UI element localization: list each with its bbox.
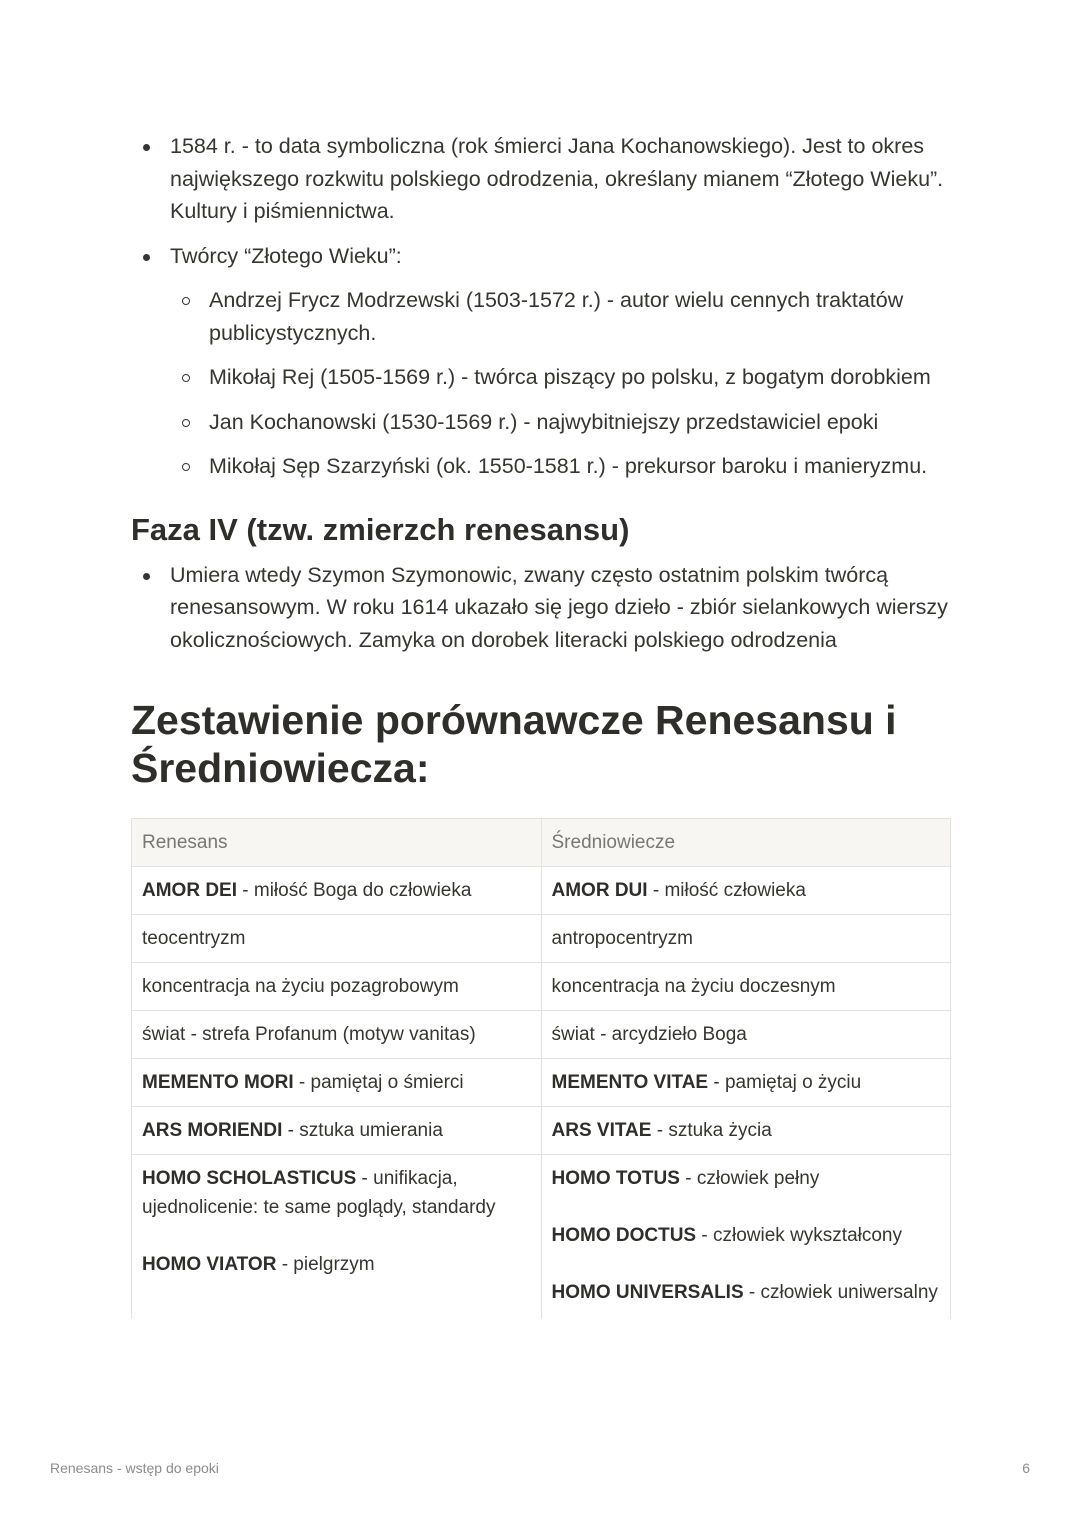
term-bold: HOMO UNIVERSALIS: [551, 1282, 744, 1303]
list-item: Mikołaj Sęp Szarzyński (ok. 1550-1581 r.) - prekursor baroku i manieryzmu.: [170, 450, 951, 483]
cell-text: - pamiętaj o życiu: [708, 1072, 862, 1093]
term-entry: [142, 1164, 531, 1222]
list-item: Umiera wtedy Szymon Szymonowic, zwany często ostatnim polskim twórcą renesansowym. W roku 1614 ukazało się jego dzieło - zbiór sielankowych wierszy okolicznościowych. Zamyka on dorobek literacki polskiego odrodzenia: [131, 559, 951, 657]
term-entry: [552, 1221, 941, 1250]
list-item: 1584 r. - to data symboliczna (rok śmierci Jana Kochanowskiego). Jest to okres największego rozkwitu polskiego odrodzenia, określany mianem “Złotego Wieku”. Kultury i piśmiennictwa.: [131, 130, 951, 228]
cell-text: świat - strefa Profanum (motyw vanitas): [142, 1024, 476, 1045]
table-row: [132, 963, 951, 1011]
term-bold: ARS MORIENDI: [142, 1120, 283, 1141]
cell-text: teocentryzm: [142, 928, 246, 949]
faza-iv-list: [131, 559, 951, 657]
term-bold: MEMENTO VITAE: [551, 1072, 709, 1093]
column-header-sredniowiecze: Średniowiecze: [541, 819, 951, 867]
document-body: [131, 130, 951, 1319]
term-bold: AMOR DEI: [142, 880, 237, 901]
tworcy-list: [170, 284, 951, 483]
list-item: Jan Kochanowski (1530-1569 r.) - najwybitniejszy przedstawiciel epoki: [170, 406, 951, 439]
term-bold: HOMO DOCTUS: [551, 1225, 697, 1246]
table-cell: [541, 963, 951, 1011]
list-item: Twórcy “Złotego Wieku”: Andrzej Frycz Modrzewski (1503-1572 r.) - autor wielu cennych traktatów publicystycznych. Mikołaj Rej (1505-1569 r.) - twórca piszący po polsku, z bogatym dorobkiem Jan Kochanowski (1530-1569 r.) - najwybitniejszy przedstawiciel epoki Mikołaj Sęp Szarzyński (ok. 1550-1581 r.) - prekursor baroku i manieryzmu.: [131, 240, 951, 483]
cell-text: świat - arcydzieło Boga: [551, 1024, 747, 1045]
list-item: Mikołaj Rej (1505-1569 r.) - twórca piszący po polsku, z bogatym dorobkiem: [170, 361, 951, 394]
term-bold: HOMO SCHOLASTICUS: [142, 1168, 357, 1189]
term-bold: ARS VITAE: [551, 1120, 652, 1141]
cell-text: antropocentryzm: [551, 928, 694, 949]
table-cell: [541, 867, 951, 915]
comparison-table: [131, 818, 951, 1319]
term-entry: [142, 1250, 531, 1279]
table-row: [132, 1155, 951, 1320]
bullet-list-top: [131, 130, 951, 483]
table-cell: [132, 963, 542, 1011]
term-bold: MEMENTO MORI: [142, 1072, 294, 1093]
term-entry: [552, 1164, 941, 1193]
faza-iv-heading: Faza IV (tzw. zmierzch renesansu): [131, 511, 630, 547]
table-cell: [541, 1107, 951, 1155]
term-bold: HOMO VIATOR: [142, 1254, 277, 1275]
table-cell: [132, 1059, 542, 1107]
cell-text: - człowiek pełny: [679, 1168, 820, 1189]
table-cell: [541, 915, 951, 963]
cell-text: - pielgrzym: [276, 1254, 375, 1275]
table-row: [132, 1011, 951, 1059]
cell-text: koncentracja na życiu doczesnym: [551, 976, 836, 997]
spacer: [142, 1222, 531, 1250]
table-cell: [541, 1059, 951, 1107]
cell-text: - pamiętaj o śmierci: [293, 1072, 464, 1093]
term-entry: [552, 1278, 941, 1307]
table-cell: [132, 1155, 542, 1320]
spacer: [552, 1250, 941, 1278]
page-number: 6: [1022, 1460, 1030, 1476]
cell-text: - człowiek uniwersalny: [743, 1282, 938, 1303]
table-row: [132, 1059, 951, 1107]
cell-text: - miłość człowieka: [647, 880, 806, 901]
cell-text: - miłość Boga do człowieka: [237, 880, 472, 901]
table-cell: [132, 1107, 542, 1155]
footer-title: Renesans - wstęp do epoki: [50, 1460, 219, 1476]
spacer: [552, 1193, 941, 1221]
cell-text: - sztuka życia: [651, 1120, 772, 1141]
term-bold: AMOR DUI: [551, 880, 648, 901]
table-row: [132, 915, 951, 963]
table-cell: [132, 1011, 542, 1059]
term-bold: HOMO TOTUS: [551, 1168, 680, 1189]
cell-text: - unifikacja, ujednolicenie: te same poglądy, standardy: [142, 1168, 496, 1218]
cell-text: - człowiek wykształcony: [696, 1225, 902, 1246]
table-row: [132, 867, 951, 915]
table-cell: [132, 867, 542, 915]
cell-text: koncentracja na życiu pozagrobowym: [142, 976, 459, 997]
list-item: Andrzej Frycz Modrzewski (1503-1572 r.) - autor wielu cennych traktatów publicystycznych.: [170, 284, 951, 349]
table-cell: [541, 1011, 951, 1059]
table-cell: [541, 1155, 951, 1320]
comparison-heading: Zestawienie porównawcze Renesansu i Średniowiecza:: [131, 697, 897, 791]
cell-text: - sztuka umierania: [282, 1120, 443, 1141]
table-header-row: [132, 819, 951, 867]
column-header-renesans: Renesans: [132, 819, 542, 867]
table-cell: [132, 915, 542, 963]
table-row: [132, 1107, 951, 1155]
